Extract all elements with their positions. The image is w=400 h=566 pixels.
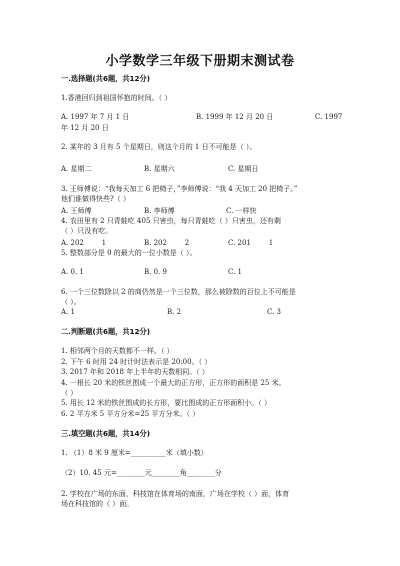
question-6-option-a: A. 1 [61,308,75,316]
fill-question-2-line-1: 2. 学校在广场的东面，科技馆在体育场的南面，广场在学校（ ）面，体育 [61,490,290,498]
question-6-line-1: 6. 一个三位数除以 2 的商仍然是一个三位数，那么被除数的百位上不可能是 [61,288,296,296]
question-5-option-a: A. 0. 1 [61,268,84,276]
question-2: 2. 某年的 3 月有 5 个星期日，则这个月的 1 日不可能是（ ）。 [61,143,257,151]
question-6-option-b: B. 2 [167,308,182,316]
question-1-option-b: B. 1999 年 12 月 20 日 [196,113,274,121]
judgement-2: 2. 下午 6 时用 24 时计时法表示是 20:00。（ ） [61,358,212,366]
judgement-4-bracket: （ ） [61,389,78,397]
question-3-option-a: A. 王师傅 [61,207,92,215]
judgement-3: 3. 2017 年和 2018 年上半年的天数相同。（ ） [61,368,209,376]
question-4-line-2: （ ）只没有吃。 [61,227,113,235]
page-title: 小学数学三年级下册期末测试卷 [105,54,295,69]
fill-question-1-part-2: （2）10. 45 元=________元________角________分 [61,469,222,477]
question-1: 1.香港回归到祖国怀抱的时间。（ ） [61,94,172,102]
question-5: 5. 整数部分是 0 的最大的一位小数是（ ）。 [61,249,197,257]
section-heading-fill: 三.填空题(共6题，共14分) [61,429,150,438]
judgement-6: 6. 2 平方米 5 平方分米=25 平方分米。（ ） [61,410,200,418]
section-heading-judgement: 二.判断题(共6题，共12分) [61,327,150,336]
question-5-option-b: B. 0. 9 [144,268,167,276]
question-4-option-a: A. 202 1 [61,239,107,247]
question-2-option-a: A. 星期二 [61,165,92,173]
judgement-1: 1. 相邻两个月的天数都不一样。（ ） [61,347,174,355]
question-4-option-b: B. 202 2 [144,239,190,247]
question-1-option-c: C. 1997 [315,113,343,121]
question-1-option-c-cont: 年 12 月 20 日 [61,124,109,132]
question-6-line-2: （ ）。 [61,298,81,306]
question-1-option-a: A. 1997 年 7 月 1 日 [61,113,130,121]
fill-question-2-line-2: 场在科技馆的（ ）面。 [61,500,134,508]
question-6-option-c: C. 3 [267,308,282,316]
judgement-4: 4. 一根长 20 米的铁丝围成一个最大的正方形，正方形的面积是 25 米。 [61,379,286,387]
question-4-line-1: 4. 农田里有 2 只青蛙吃 405 只害虫，每只青蛙吃（ ）只害虫，还有剩 [61,217,281,225]
question-3-line-2: 他们谁做得快些?（ ） [61,195,130,203]
question-2-option-c: C. 星期日 [228,165,259,173]
question-2-option-b: B. 星期六 [144,165,175,173]
question-4-option-c: C. 201 1 [228,239,274,247]
fill-question-1: 1. （1）8 米 9 厘米=__________米（填小数） [61,449,208,457]
question-3-option-b: B. 李师傅 [144,207,175,215]
judgement-5: 5. 用长 12 米的铁丝围成的长方形，要比围成的正方形面积小。（ ） [61,399,271,407]
question-3-option-c: C. 一样快 [226,207,257,215]
section-heading-choice: 一.选择题(共6题，共12分) [61,74,150,83]
question-5-option-c: C. 1 [228,268,243,276]
question-3-line-1: 3. 王师傅说：“我每天加工 6 把椅子，”李师傅说：“我 4 天加工 20 把椅子。” [61,185,298,193]
